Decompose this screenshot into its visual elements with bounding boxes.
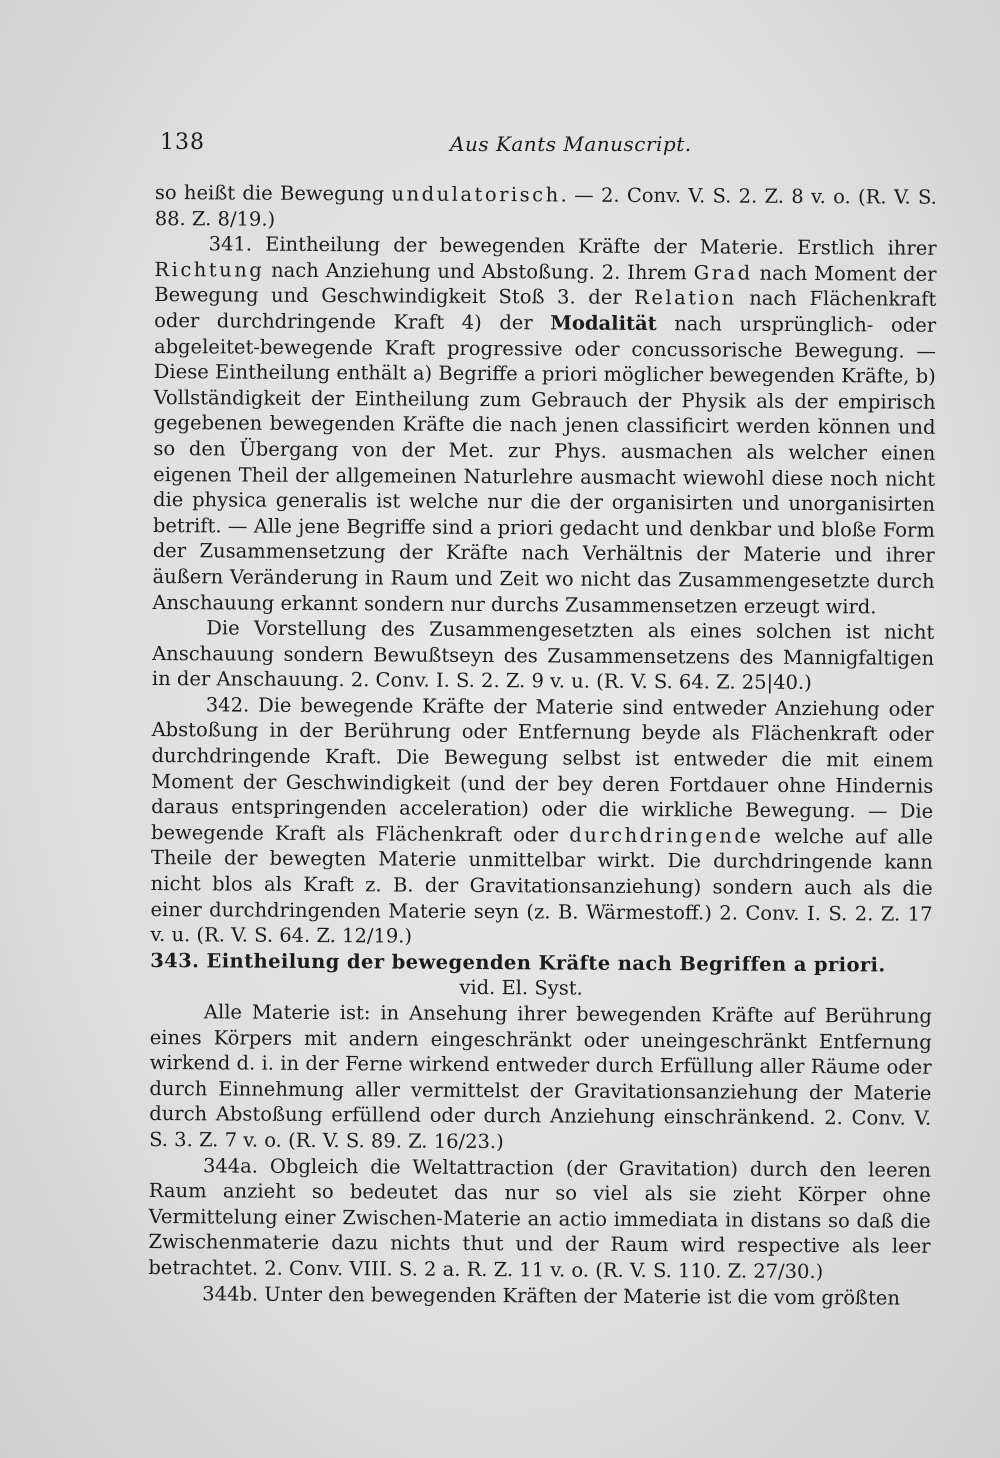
emphasis: undulatorisch: [391, 182, 561, 207]
paragraph-341: 341. Eintheilung der bewegenden Kräfte der Materie. Erstlich ihrer Richtung nach Anziehung und Abstoßung. 2. Ihrem Grad nach Moment der Bewegung und Geschwindigkeit Stoß 3. der Relation nach Flächenkraft oder durchdringende Kraft 4) der Modalität nach ursprünglich- oder abgeleitet-bewegende Kraft progressive oder concussorische Bewegung. — Diese Eintheilung enthält a) Begriffe a priori möglicher bewegenden Kräfte, b) Vollständigkeit der Eintheilung zum Gebrauch der Physik als der empirisch gegebenen bewegenden Kräfte die nach jenen classificirt werden können und so den Übergang von der Met. zur Phys. ausmachen als welcher einen eigenen Theil der allgemeinen Naturlehre ausmacht wiewohl diese noch nicht die physica generalis ist welche nur die der organisirten und unorganisirten betrift. — Alle jene Begriffe sind a priori gedacht und denkbar und bloße Form der Zusammensetzung der Kräfte nach Verhältnis der Materie und ihrer äußern Veränderung in Raum und Zeit wo nicht das Zusammengesetzte durch Anschauung erkannt sondern nur durchs Zusammensetzen erzeugt wird.: [152, 232, 937, 618]
emphasis: Richtung: [154, 257, 265, 282]
paragraph-continuation: so heißt die Bewegung undulatorisch. — 2. Conv. V. S. 2. Z. 8 v. o. (R. V. S. 88. Z. 8/19.): [154, 180, 937, 231]
running-title: Aus Kants Manuscript.: [450, 132, 692, 156]
section-reference: vid. El. Syst.: [459, 976, 583, 1001]
page-number: 138: [160, 130, 205, 155]
body-text: [148, 180, 937, 1311]
paragraph-342: 342. Die bewegende Kräfte der Materie sind entweder Anziehung oder Abstoßung in der Berührung oder Entfernung beyde als Flächenkraft oder durchdringende Kraft. Die Bewegung selbst ist entweder die mit einem Moment der Geschwindigkeit (und der bey deren Fortdauer ohne Hindernis daraus entspringenden acceleration) oder die wirkliche Bewegung. — Die bewegende Kraft als Flächenkraft oder durchdringende welche auf alle Theile der bewegten Materie unmittelbar wirkt. Die durchdringende kann nicht blos als Kraft z. B. der Gravitationsanziehung) sondern auch als die einer durchdringenden Materie seyn (z. B. Wärmestoff.) 2. Conv. I. S. 2. Z. 17 v. u. (R. V. S. 64. Z. 12/19.): [150, 693, 934, 948]
paragraph-344a: 344a. Obgleich die Weltattraction (der Gravitation) durch den leeren Raum anzieht so bedeutet das nur so viel als sie zieht Körper ohne Vermittelung einer Zwischen-Materie an actio immediata in distans so daß die Zwischenmaterie dazu nichts thut und der Raum wird respective als leer betrachtet. 2. Conv. VIII. S. 2 a. R. Z. 11 v. o. (R. V. S. 110. Z. 27/30.): [148, 1153, 932, 1284]
section-heading-343: 343. Eintheilung der bewegenden Kräfte nach Begriffen a priori.: [150, 948, 886, 977]
emphasis: durchdringende: [569, 823, 764, 848]
paragraph-343: Alle Materie ist: in Ansehung ihrer bewegenden Kräfte auf Berührung eines Körpers mit andern eingeschränkt oder uneingeschränkt Entfernung wirkend d. i. in der Ferne wirkend entweder durch Erfüllung aller Räume oder durch Einnehmung aller vermittelst der Gravitationsanziehung der Materie durch Abstoßung erfüllend oder durch Anziehung einschränkend. 2. Conv. V. S. 3. Z. 7 v. o. (R. V. S. 89. Z. 16/23.): [149, 1000, 932, 1154]
paragraph-344b: 344b. Unter den bewegenden Kräften der Materie ist die vom größten: [202, 1281, 901, 1310]
emphasis: Relation: [634, 286, 737, 310]
paragraph-341-continued: Die Vorstellung des Zusammengesetzten als eines solchen ist nicht Anschauung sondern Bewußtseyn des Zusammensetzens des Mannigfaltigen in der Anschauung. 2. Conv. I. S. 2. Z. 9 v. u. (R. V. S. 64. Z. 25|40.): [151, 616, 935, 695]
emphasis-bold: Modalität: [550, 311, 657, 336]
emphasis: Grad: [693, 261, 753, 285]
page-header: [160, 130, 940, 170]
